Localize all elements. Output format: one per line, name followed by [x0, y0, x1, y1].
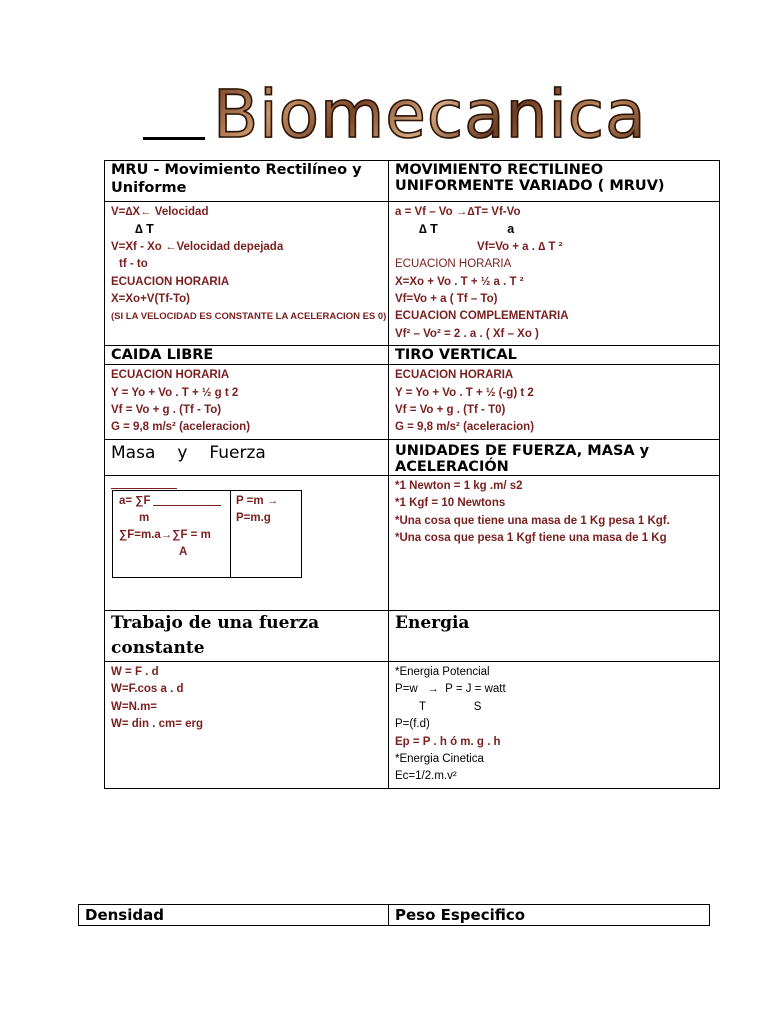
tiro-header: TIRO VERTICAL: [389, 346, 720, 365]
tiro-line: G = 9,8 m/s² (aceleracion): [395, 421, 535, 434]
masa-body: [105, 475, 389, 610]
energia-line: T S: [419, 700, 482, 713]
table-row: [105, 439, 720, 475]
title-text: Biomecanica: [213, 76, 647, 153]
caida-line: G = 9,8 m/s² (aceleracion): [111, 421, 251, 434]
table-row: [79, 905, 710, 926]
document-title: [143, 76, 647, 158]
table-row: [105, 161, 720, 202]
tiro-body: [389, 365, 720, 440]
caida-header: CAIDA LIBRE: [105, 346, 389, 365]
mruv-line: a = Vf – Vo →∆T= Vf-Vo: [395, 206, 521, 218]
table-row: [105, 346, 720, 365]
box-line: P =m →: [236, 494, 279, 507]
mruv-line: ECUACION HORARIA: [395, 258, 512, 271]
peso-especifico-header: Peso Especifico: [389, 905, 710, 926]
trabajo-header: Trabajo de una fuerza constante: [105, 610, 389, 661]
unidades-line: *Una cosa que pesa 1 Kgf tiene una masa de 1 Kg: [395, 532, 667, 545]
trabajo-line: W=F.cos a . d: [111, 683, 184, 696]
unidades-header: UNIDADES DE FUERZA, MASA y ACELERACIÓN: [389, 439, 720, 475]
fraction-bar: [153, 505, 221, 506]
box-divider: [230, 491, 231, 577]
mruv-line: Vf=Vo + a ( Tf – To): [395, 293, 498, 306]
mruv-line: ∆ T a: [419, 222, 515, 237]
tiro-line: Vf = Vo + g . (Tf - T0): [395, 404, 506, 417]
energia-line: *Energia Potencial: [395, 665, 490, 678]
mru-header: MRU - Movimiento Rectilíneo y Uniforme: [105, 161, 389, 202]
table-row: [105, 610, 720, 661]
mruv-body: [389, 202, 720, 346]
formula-table: [104, 160, 720, 789]
box-line: ∑F=m.a→∑F = m: [119, 528, 211, 541]
caida-line: Y = Yo + Vo . T + ½ g t 2: [111, 386, 239, 399]
energia-line: P=w → P = J = watt: [395, 683, 506, 696]
mruv-line: X=Xo + Vo . T + ½ a . T ²: [395, 275, 524, 288]
energia-line: Ep = P . h ó m. g . h: [395, 735, 501, 748]
unidades-line: *1 Newton = 1 kg .m/ s2: [395, 479, 523, 492]
energia-line: P=(f.d): [395, 718, 430, 731]
mru-line: tf - to: [119, 258, 148, 271]
masa-header: [105, 439, 389, 475]
unidades-line: *1 Kgf = 10 Newtons: [395, 497, 506, 510]
trabajo-line: W= din . cm= erg: [111, 718, 204, 731]
unidades-body: [389, 475, 720, 610]
masa-header-word: Fuerza: [209, 442, 266, 463]
mru-line: V=∆X← Velocidad: [111, 206, 209, 218]
caida-line: Vf = Vo + g . (Tf - To): [111, 404, 222, 417]
mru-body: [105, 202, 389, 346]
mru-line: V=Xf - Xo ←Velocidad depejada: [111, 240, 284, 253]
mruv-line: Vf=Vo + a . ∆ T ²: [477, 240, 563, 253]
tiro-line: Y = Yo + Vo . T + ½ (-g) t 2: [395, 386, 534, 399]
tiro-line: ECUACION HORARIA: [395, 369, 514, 382]
box-line: A: [179, 545, 188, 558]
unidades-line: *Una cosa que tiene una masa de 1 Kg pesa 1 Kgf.: [395, 514, 670, 527]
mru-line: X=Xo+V(Tf-To): [111, 293, 191, 306]
decorative-underline: [111, 488, 177, 489]
box-line: P=m.g: [236, 511, 271, 524]
trabajo-line: W = F . d: [111, 665, 159, 678]
mru-line: ∆ T: [135, 222, 154, 237]
trabajo-line: W=N.m=: [111, 700, 158, 713]
trabajo-body: [105, 661, 389, 788]
bottom-table: [78, 904, 710, 926]
caida-body: [105, 365, 389, 440]
energia-line: Ec=1/2.m.v²: [395, 770, 457, 783]
table-row: [105, 661, 720, 788]
table-row: [105, 202, 720, 346]
mru-line: (SI LA VELOCIDAD ES CONSTANTE LA ACELERACION ES 0): [111, 311, 387, 323]
energia-header: Energia: [389, 610, 720, 661]
masa-header-word: y: [177, 442, 188, 463]
densidad-header: Densidad: [79, 905, 389, 926]
box-line: a= ∑F: [119, 494, 151, 507]
title-underline: [143, 137, 205, 140]
mruv-line: ECUACION COMPLEMENTARIA: [395, 310, 569, 323]
mruv-line: Vf² – Vo² = 2 . a . ( Xf – Xo ): [395, 327, 539, 340]
mru-line: ECUACION HORARIA: [111, 275, 230, 288]
table-row: [105, 475, 720, 610]
energia-body: [389, 661, 720, 788]
mruv-header: MOVIMIENTO RECTILINEO UNIFORMENTE VARIADO ( MRUV): [389, 161, 720, 202]
masa-header-word: Masa: [111, 442, 156, 463]
energia-line: *Energia Cinetica: [395, 752, 484, 765]
table-row: [105, 365, 720, 440]
box-line: m: [139, 511, 150, 524]
caida-line: ECUACION HORARIA: [111, 369, 230, 382]
formula-box: [112, 490, 302, 578]
